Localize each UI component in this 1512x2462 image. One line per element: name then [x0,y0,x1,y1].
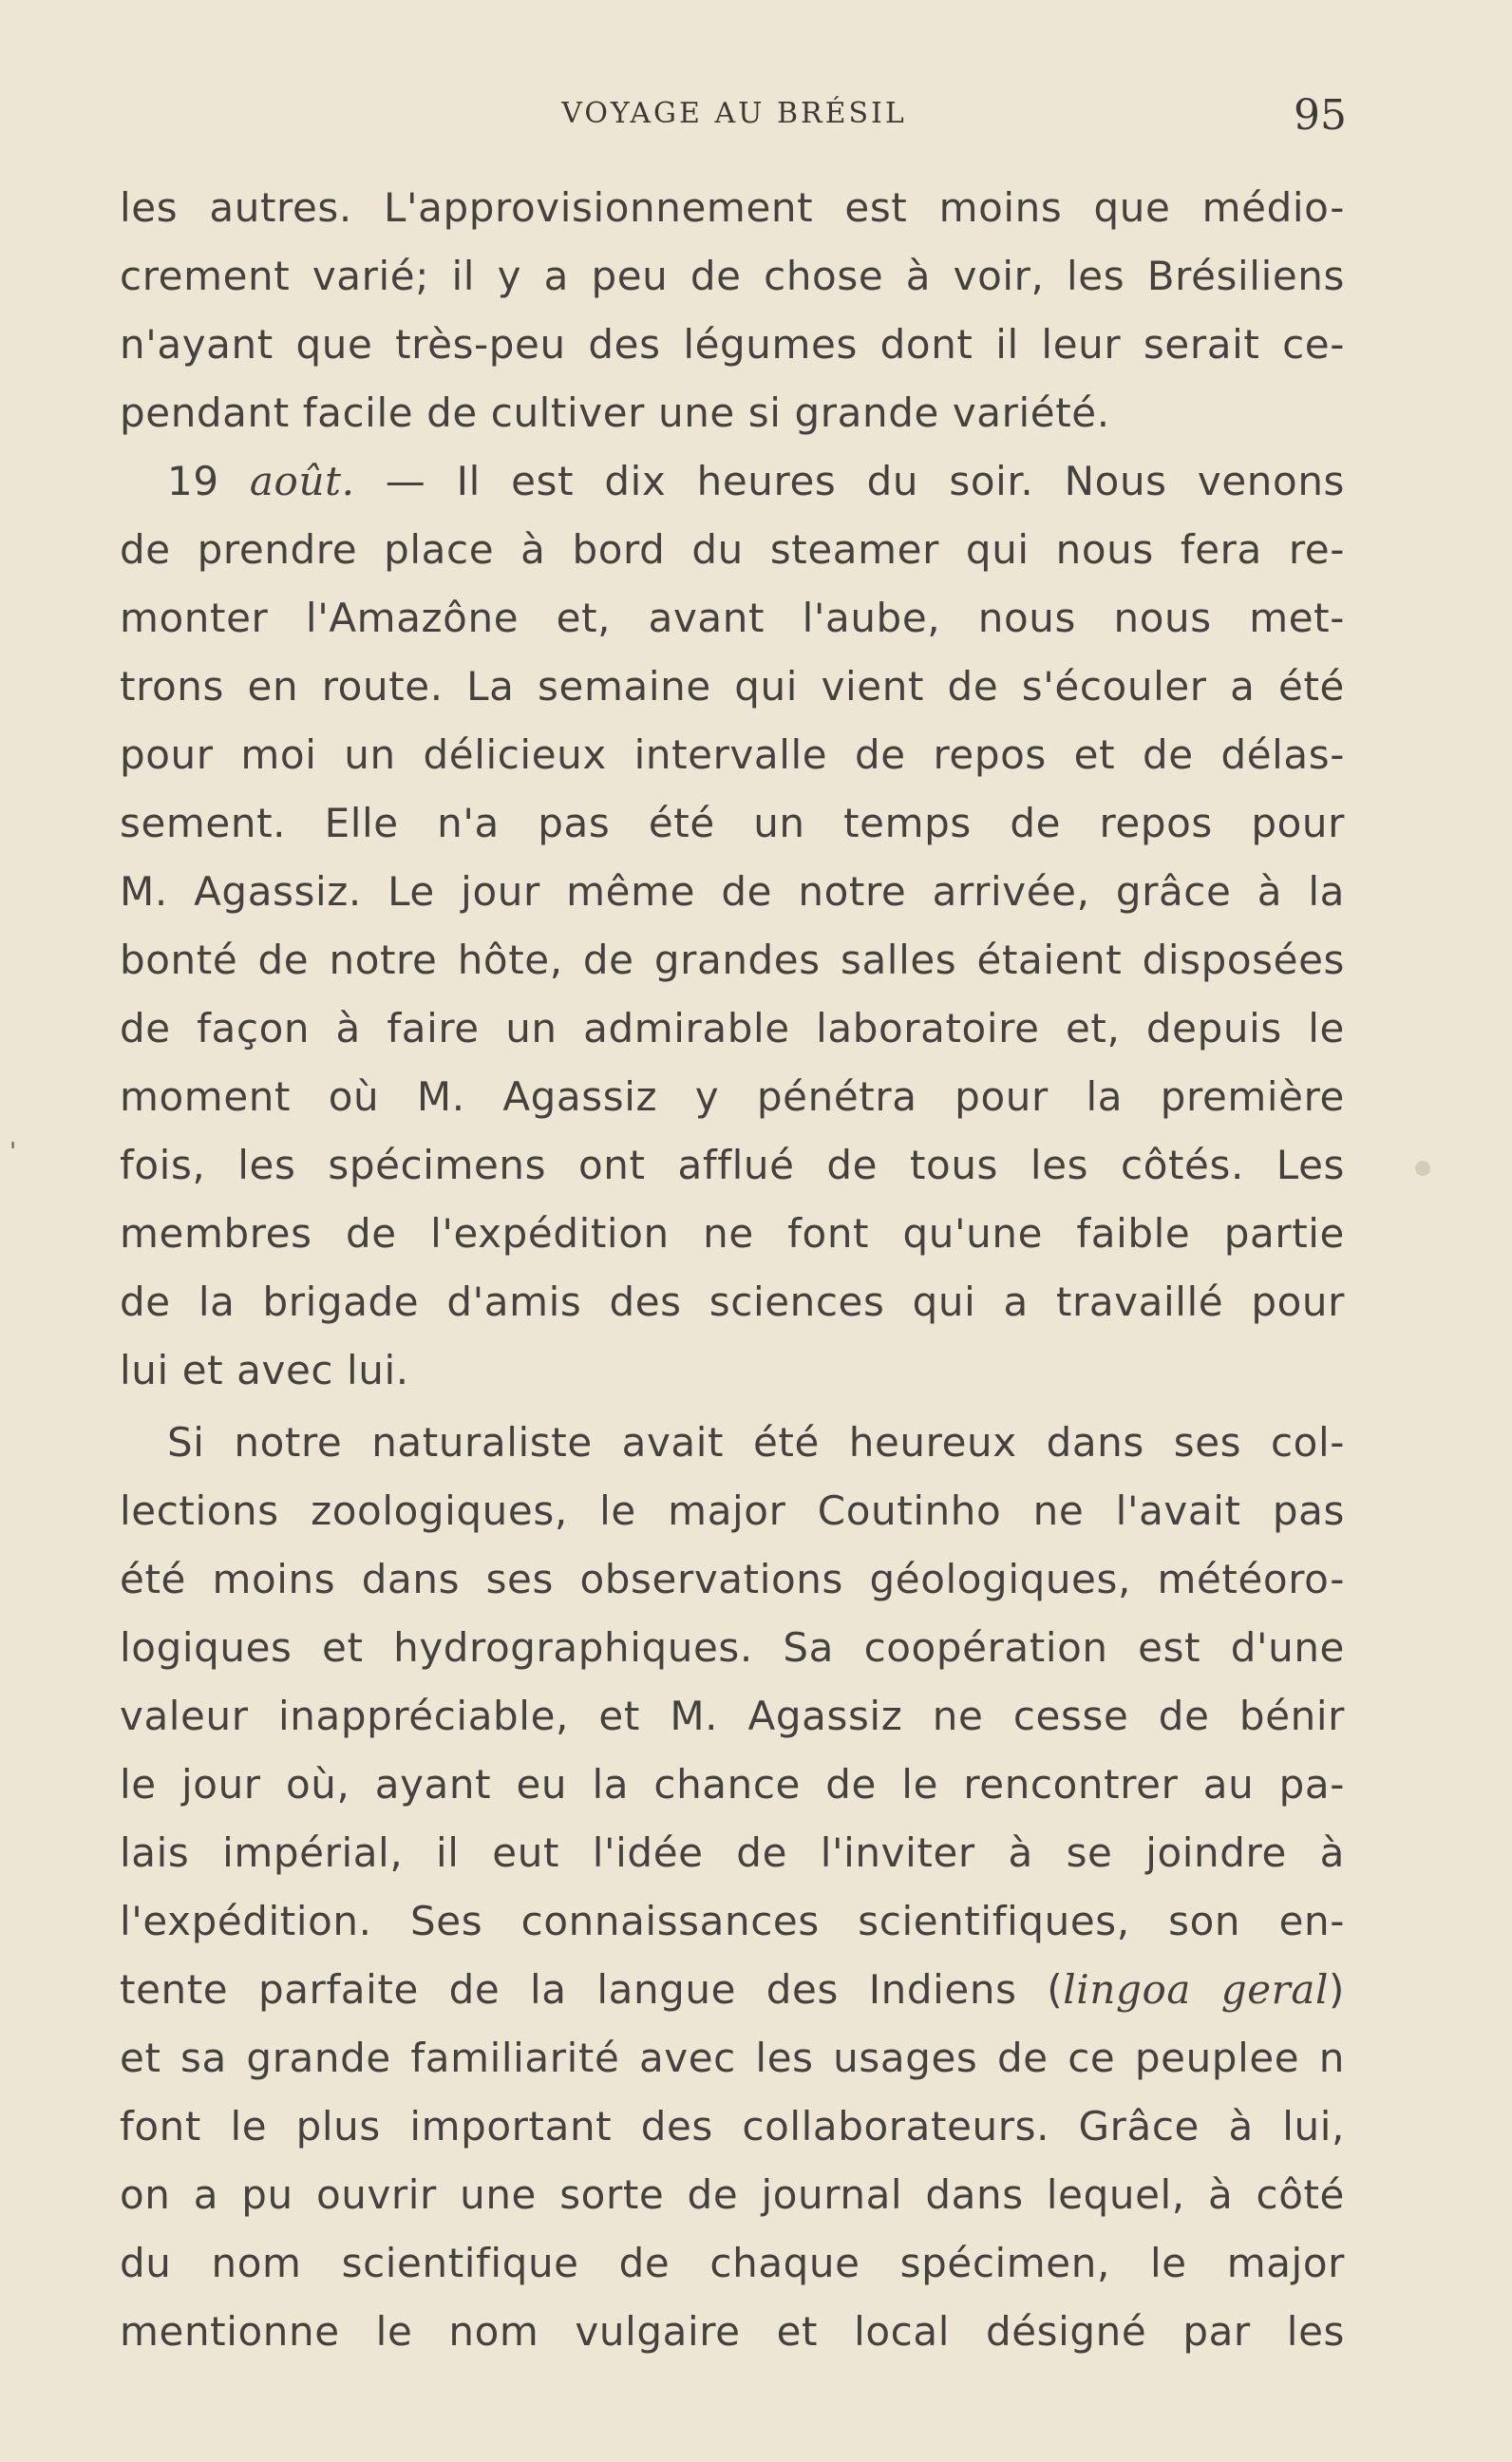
text-line: sement. Elle n'a pas été un temps de repos pour [120,800,1345,846]
text-line: font le plus important des collaborateurs. Grâce à lui, [120,2103,1345,2150]
text-line: et sa grande familiarité avec les usages de ce peuplee n [120,2035,1345,2081]
text-line: lui et avec lui. [120,1347,409,1393]
text-line: valeur inappréciable, et M. Agassiz ne cesse de bénir [120,1693,1345,1739]
text-line: les autres. L'approvisionnement est moins que médio- [120,184,1345,231]
text-line: du nom scientifique de chaque spécimen, le major [120,2240,1345,2286]
text-line [120,447,1345,516]
text-line: de façon à faire un admirable laboratoire et, depuis le [120,1005,1345,1051]
text-line: été moins dans ses observations géologiques, météoro- [120,1556,1345,1602]
page-number: 95 [1294,91,1347,140]
text-line: fois, les spécimens ont afflué de tous les côtés. Les [120,1142,1345,1188]
text-line: on a pu ouvrir une sorte de journal dans lequel, à côté [120,2171,1345,2218]
paragraph-3 [120,1409,1345,2366]
paragraph-1 [120,174,1345,447]
text-line: bonté de notre hôte, de grandes salles étaient disposées [120,937,1345,983]
text-line: le jour où, ayant eu la chance de le rencontrer au pa- [120,1761,1345,1808]
text-fragment: tente parfaite de la langue des Indiens ( [120,1966,1064,2013]
text-line: pour moi un délicieux intervalle de repos et de délas- [120,731,1345,778]
margin-mark: ' [9,1138,17,1166]
text-line: monter l'Amazône et, avant l'aube, nous nous met- [120,595,1345,641]
text-line: mentionne le nom vulgaire et local désigné par les [120,2308,1345,2355]
text-line: logiques et hydrographiques. Sa coopération est d'une [120,1624,1345,1671]
paper-spot [1415,1161,1430,1176]
entry-date-month: août. [249,458,355,504]
body-text [120,174,1345,2366]
text-line: n'ayant que très-peu des légumes dont il leur serait ce- [120,321,1345,368]
text-line: de la brigade d'amis des sciences qui a travaillé pour [120,1278,1345,1325]
text-fragment: ) [1329,1966,1345,2013]
text-line: membres de l'expédition ne font qu'une faible partie [120,1210,1345,1257]
text-line: Si notre naturaliste avait été heureux dans ses col- [167,1419,1345,1466]
entry-first-line: — Il est dix heures du soir. Nous venons [385,458,1346,504]
text-line: lections zoologiques, le major Coutinho ne l'avait pas [120,1487,1345,1534]
paragraph-2 [120,447,1345,1405]
text-line: M. Agassiz. Le jour même de notre arrivée, grâce à la [120,868,1345,915]
text-line: l'expédition. Ses connaissances scientifiques, son en- [120,1898,1345,1944]
text-line: pendant facile de cultiver une si grande variété. [120,389,1110,436]
text-line: moment où M. Agassiz y pénétra pour la première [120,1073,1345,1120]
italic-term: lingoa geral [1063,1966,1329,2013]
text-line: lais impérial, il eut l'idée de l'inviter à se joindre à [120,1829,1345,1876]
text-line: de prendre place à bord du steamer qui nous fera re- [120,526,1345,573]
text-line: trons en route. La semaine qui vient de s'écouler a été [120,663,1345,710]
text-line: crement varié; il y a peu de chose à voir, les Brésiliens [120,253,1345,299]
entry-date-day: 19 [167,458,219,504]
running-title: VOYAGE AU BRÉSIL [561,97,907,130]
text-line [120,1956,1345,2024]
page-header [122,91,1347,148]
